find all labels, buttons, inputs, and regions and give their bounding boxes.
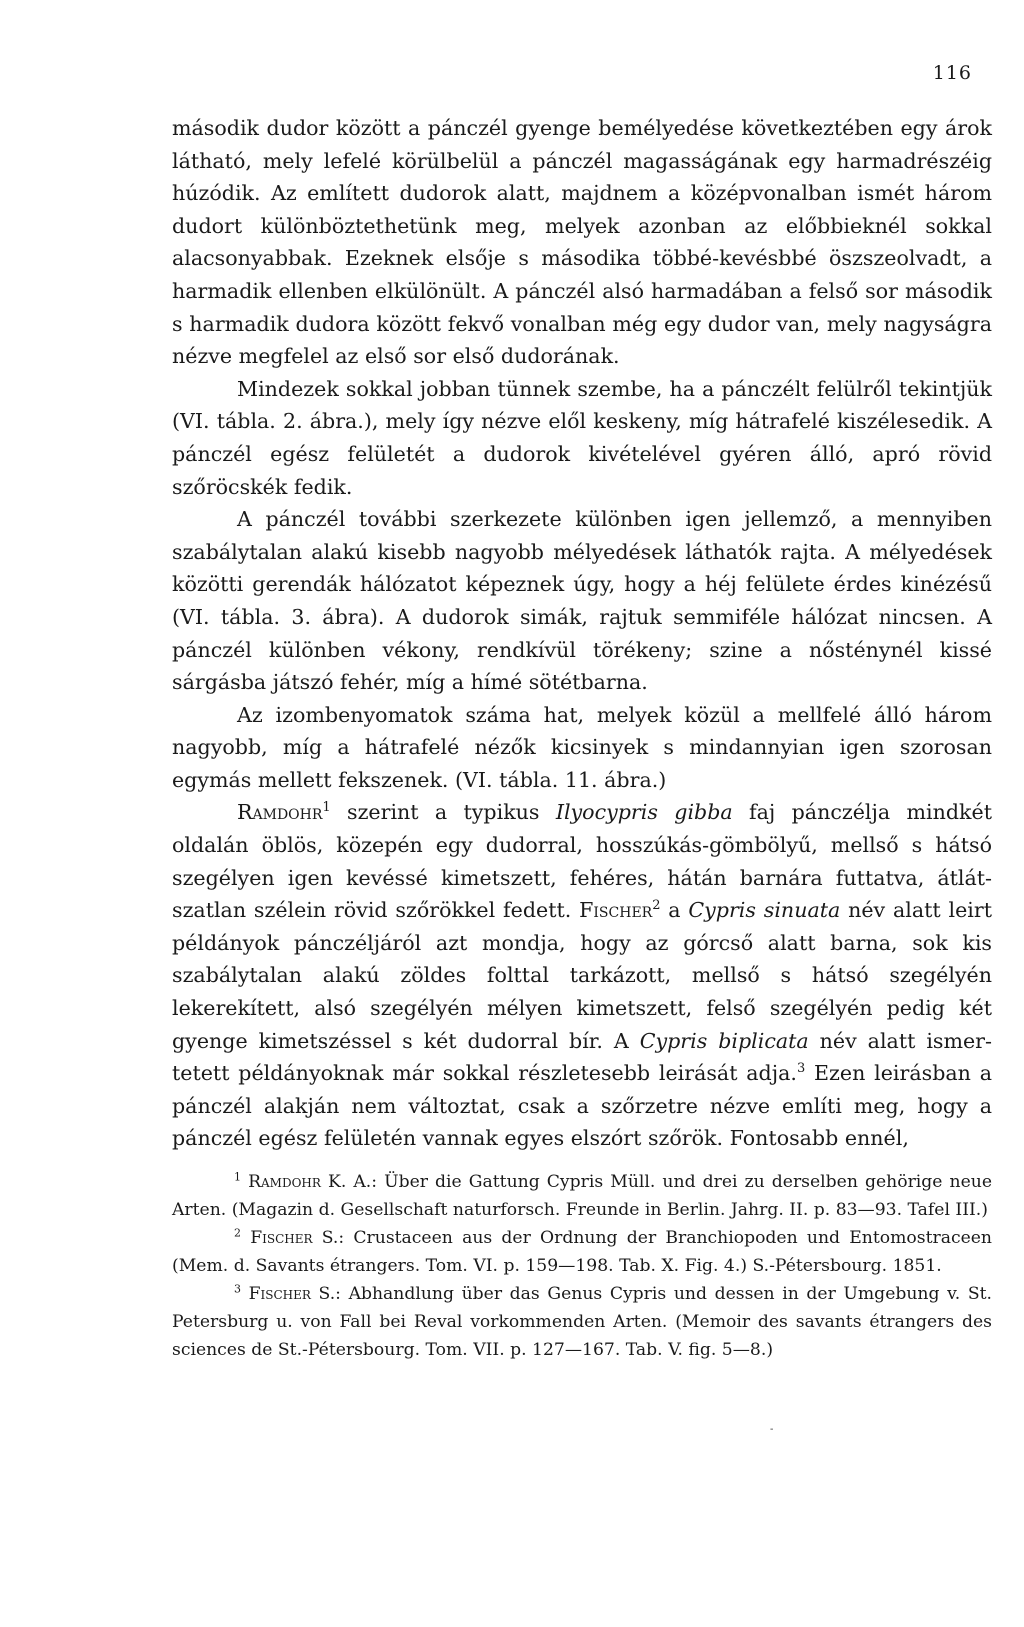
- footnote-text: K. A.: Über die Gattung Cypris Müll. und drei zu derselben gehörige neue Arten. (Magazin d. Gesellschaft naturforsch. Freunde in Berlin. Jahrg. II. p. 83—93. Tafel III.): [172, 1172, 993, 1220]
- author-name: Fischer: [579, 898, 653, 923]
- paragraph-1: második dudor között a pánczél gyenge bemélyedése következtében egy árok látható, mely lefelé körülbelül a pánczél magasságának egy harmadrészéig húzódik. Az említett dudorok alatt, majdnem a középvonalban ismét három dudort különböztethetünk meg, melyek azonban az előbbieknél sokkal alacsonyabbak. Ezeknek elsője s másodika többé-kevésbbé öszszeolvadt, a harmadik ellenben elkülönült. A pánczél alsó harmadában a felső sor második s harmadik dudora között fekvő vonalban még egy dudor van, mely nagyságra nézve megfelel az első sor első dudorának.: [172, 116, 992, 369]
- footnote-3: [172, 1280, 992, 1364]
- footnotes: [172, 1168, 992, 1364]
- footnote-ref[interactable]: 3: [796, 1061, 806, 1077]
- paragraph-2: Mindezek sokkal jobban tünnek szembe, ha a pánczélt felülről tekintjük (VI. tábla. 2. ábra.), mely így nézve elől keskeny, míg hátrafelé kiszélesedik. A pánczél egész felületét a dudorok kivételével gyéren álló, apró rövid szőröcskék fedik.: [172, 376, 992, 499]
- text-segment: név alatt leirt példányok pánczéljáról azt mondja, hogy az górcső alatt barna, sok kis szabálytalan alakú zöldes folttal tarkázott, mellső s hátsó szegélyén lekerekített, alsó szegélyén mélyen kimetszett, felső szegélyén pedig két gyenge kimetszéssel s két dudorral bír. A: [172, 898, 992, 1053]
- footnote-text: S.: Crustaceen aus der Ordnung der Branchiopoden und Entomostraceen (Mem. d. Savants étrangers. Tom. VI. p. 159—198. Tab. X. Fig. 4.) S.-Pétersbourg. 1851.: [172, 1228, 992, 1276]
- footnote-ref[interactable]: 2: [652, 898, 661, 914]
- text-segment: szerint a typikus: [330, 800, 556, 825]
- species-name: Ilyocypris gibba: [555, 800, 733, 825]
- paragraph-5: [172, 796, 992, 1155]
- footnote-2: [172, 1224, 992, 1280]
- author-name: Ramdohr: [237, 800, 323, 825]
- footnote-number: 3: [234, 1282, 241, 1296]
- text-segment: a: [660, 898, 689, 923]
- text-segment: faj pánczélja mindkét oldalán öblös, közepén egy dudorral, hosszúkás-gömbölyű, mellső s hátsó szegélyen igen kevéssé kimetszett, fehéres, hátán barnára futtatva, átlátszatlan szélein rövid szőrökkel fedett.: [172, 800, 992, 923]
- text-segment: név alatt ismertetett példányoknak már sokkal részletesebb leirását adja.: [172, 1028, 992, 1086]
- footnote-number: 1: [234, 1170, 241, 1184]
- paragraph-4: Az izombenyomatok száma hat, melyek közül a mellfelé álló három nagyobb, míg a hátrafelé nézők kicsinyek s mindannyian igen szorosan egymás mellett fekszenek. (VI. tábla. 11. ábra.): [172, 702, 992, 792]
- footnote-1: [172, 1168, 992, 1224]
- footnote-number: 2: [234, 1226, 241, 1240]
- page-number: 116: [932, 62, 972, 84]
- paragraph-3: A pánczél további szerkezete különben igen jellemző, a mennyiben szabálytalan alakú kisebb nagyobb mélyedések láthatók rajta. A mélyedések közötti gerendák hálózatot képeznek úgy, hogy a héj felülete érdes kinézésű (VI. tábla. 3. ábra). A dudorok simák, rajtuk semmiféle hálózat nincsen. A pánczél különben vékony, rendkívül törékeny; szine a nősténynél kissé sárgásba játszó fehér, míg a hímé sötétbarna.: [172, 507, 992, 695]
- footnote-ref[interactable]: 1: [322, 800, 331, 816]
- footnote-author: Fischer: [248, 1284, 311, 1304]
- body-text: [172, 112, 992, 1155]
- footnote-author: Ramdohr: [248, 1172, 321, 1192]
- species-name: Cypris biplicata: [639, 1028, 809, 1053]
- text-segment: Ezen leirásban a pánczél alakján nem változtat, csak a szőrzetre nézve említi meg, hogy a pánczél egész felületén vannak egyes elszórt szőrök. Fontosabb ennél,: [172, 1061, 992, 1151]
- stray-mark: -: [770, 1424, 774, 1435]
- footnote-author: Fischer: [250, 1228, 313, 1248]
- species-name: Cypris sinuata: [688, 898, 841, 923]
- footnote-text: S.: Abhandlung über das Genus Cypris und dessen in der Umgebung v. St. Petersburg u. von Fall bei Reval vorkommenden Arten. (Memoir des savants étrangers des sciences de St.-Pétersbourg. Tom. VII. p. 127—167. Tab. V. fig. 5—8.): [172, 1284, 992, 1360]
